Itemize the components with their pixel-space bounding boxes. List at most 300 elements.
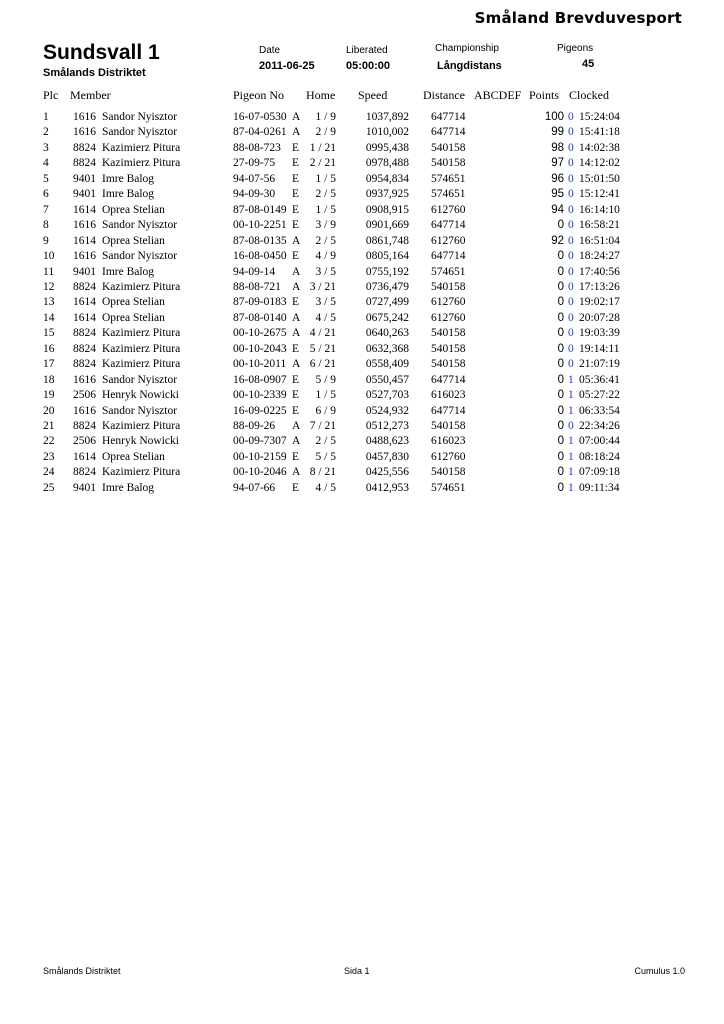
speed-value: 0524,932 — [365, 404, 409, 417]
member-name: Sandor Nyisztor — [102, 111, 178, 123]
pigeon-sex: E — [292, 342, 300, 355]
member-id: 1616 — [73, 250, 96, 263]
pigeon-number: 00-10-2339 — [233, 389, 287, 402]
distance-value: 647714 — [431, 219, 466, 232]
speed-value: 0727,499 — [365, 296, 409, 309]
table-row — [0, 250, 724, 265]
member-name: Imre Balog — [102, 481, 155, 494]
day-flag: 1 — [568, 450, 574, 463]
pigeon-sex: E — [292, 203, 300, 216]
distance-value: 574651 — [431, 265, 466, 278]
speed-value: 0412,953 — [365, 481, 409, 494]
home-rank: 4 / 9 — [315, 250, 336, 263]
points-value: 97 — [551, 157, 564, 170]
column-header-member: Member — [70, 88, 111, 102]
distance-value: 647714 — [431, 373, 466, 386]
column-header-pigeon-no: Pigeon No — [233, 88, 284, 102]
points-value: 0 — [557, 311, 564, 324]
brand-title: Småland Brevduvesport — [474, 9, 682, 27]
points-value: 96 — [551, 172, 564, 185]
pigeon-sex: A — [292, 265, 301, 278]
place: 14 — [43, 311, 55, 324]
member-id: 8824 — [73, 466, 96, 479]
pigeon-sex: E — [292, 481, 300, 494]
member-name: Oprea Stelian — [102, 296, 165, 309]
member-id: 8824 — [73, 358, 96, 371]
day-flag: 1 — [568, 466, 574, 479]
day-flag: 0 — [568, 250, 574, 263]
pigeon-number: 94-09-30 — [233, 188, 276, 201]
pigeon-number: 87-08-0140 — [233, 311, 287, 324]
member-id: 2506 — [73, 435, 96, 448]
table-row — [0, 343, 724, 358]
pigeon-sex: E — [292, 219, 300, 232]
table-row — [0, 405, 724, 420]
home-rank: 8 / 21 — [309, 466, 336, 479]
table-row — [0, 235, 724, 250]
day-flag: 0 — [568, 141, 574, 154]
pigeon-sex: E — [292, 373, 300, 386]
place: 23 — [43, 450, 55, 463]
column-header-home: Home — [306, 88, 336, 102]
column-header-speed: Speed — [358, 88, 388, 102]
table-row — [0, 281, 724, 296]
column-header-clocked: Clocked — [569, 88, 609, 102]
home-rank: 6 / 21 — [309, 358, 336, 371]
clocked-time: 20:07:28 — [579, 311, 620, 324]
member-id: 1614 — [73, 234, 96, 247]
speed-value: 0632,368 — [365, 342, 409, 355]
pigeons-label: Pigeons — [557, 43, 594, 54]
place: 6 — [43, 188, 49, 201]
pigeon-sex: A — [292, 420, 301, 432]
pigeon-number: 00-10-2251 — [233, 219, 287, 232]
pigeon-sex: E — [292, 389, 300, 402]
clocked-time: 16:51:04 — [579, 234, 620, 247]
day-flag: 0 — [568, 157, 574, 170]
place: 17 — [43, 358, 55, 371]
home-rank: 3 / 21 — [309, 280, 336, 293]
pigeon-number: 27-09-75 — [233, 157, 276, 170]
home-rank: 1 / 5 — [315, 389, 336, 402]
home-rank: 4 / 21 — [309, 327, 336, 340]
member-name: Oprea Stelian — [102, 450, 165, 463]
liberated-label: Liberated — [346, 45, 388, 56]
points-value: 95 — [551, 188, 564, 201]
home-rank: 3 / 5 — [315, 265, 336, 278]
day-flag: 0 — [568, 296, 574, 309]
column-header-distance: Distance — [423, 88, 465, 102]
distance-value: 612760 — [431, 234, 466, 247]
pigeon-sex: A — [292, 311, 301, 324]
place: 11 — [43, 265, 55, 278]
pigeon-number: 16-09-0225 — [233, 404, 287, 417]
member-name: Imre Balog — [102, 172, 155, 185]
pigeon-number: 87-08-0135 — [233, 234, 287, 247]
table-row — [0, 266, 724, 281]
table-row — [0, 173, 724, 188]
member-id: 2506 — [73, 389, 96, 402]
points-value: 0 — [557, 265, 564, 278]
day-flag: 0 — [568, 172, 574, 185]
member-id: 1614 — [73, 296, 96, 309]
speed-value: 0937,925 — [365, 188, 409, 201]
home-rank: 6 / 9 — [315, 404, 336, 417]
distance-value: 612760 — [431, 311, 466, 324]
day-flag: 0 — [568, 327, 574, 340]
speed-value: 0457,830 — [365, 450, 409, 463]
pigeon-number: 87-08-0149 — [233, 203, 287, 216]
day-flag: 0 — [568, 265, 574, 278]
distance-value: 647714 — [431, 404, 466, 417]
pigeon-number: 00-10-2675 — [233, 327, 287, 340]
points-value: 0 — [557, 342, 564, 355]
speed-value: 0908,915 — [365, 203, 409, 216]
date-value: 2011-06-25 — [259, 60, 315, 72]
speed-value: 0558,409 — [365, 358, 409, 371]
table-row — [0, 466, 724, 481]
member-name: Kazimierz Pitura — [102, 342, 181, 355]
pigeon-sex: A — [292, 280, 301, 293]
pigeon-number: 87-09-0183 — [233, 296, 287, 309]
day-flag: 0 — [568, 219, 574, 232]
place: 15 — [43, 327, 55, 340]
table-row — [0, 219, 724, 234]
distance-value: 647714 — [431, 111, 466, 123]
clocked-time: 21:07:19 — [579, 358, 620, 371]
member-id: 8824 — [73, 141, 96, 154]
place: 7 — [43, 203, 49, 216]
pigeon-sex: E — [292, 172, 300, 185]
pigeon-number: 87-04-0261 — [233, 126, 287, 139]
member-name: Kazimierz Pitura — [102, 141, 181, 154]
points-value: 0 — [557, 219, 564, 232]
speed-value: 0512,273 — [365, 420, 409, 432]
place: 25 — [43, 481, 55, 494]
member-name: Oprea Stelian — [102, 203, 165, 216]
member-id: 8824 — [73, 327, 96, 340]
member-name: Oprea Stelian — [102, 311, 165, 324]
member-id: 1616 — [73, 219, 96, 232]
home-rank: 1 / 9 — [315, 111, 336, 123]
pigeon-sex: E — [292, 250, 300, 263]
table-row — [0, 312, 724, 327]
clocked-time: 16:58:21 — [579, 219, 620, 232]
speed-value: 0861,748 — [365, 234, 409, 247]
points-value: 92 — [551, 234, 564, 247]
column-header-points: Points — [529, 88, 560, 102]
clocked-time: 14:12:02 — [579, 157, 620, 170]
points-value: 0 — [557, 481, 564, 494]
member-id: 8824 — [73, 420, 96, 432]
distance-value: 540158 — [431, 141, 466, 154]
distance-value: 616023 — [431, 435, 466, 448]
pigeon-sex: A — [292, 466, 301, 479]
day-flag: 0 — [568, 126, 574, 139]
liberated-value: 05:00:00 — [346, 60, 391, 72]
distance-value: 612760 — [431, 203, 466, 216]
speed-value: 0901,669 — [365, 219, 409, 232]
footer-version: Cumulus 1.0 — [634, 966, 685, 976]
member-name: Imre Balog — [102, 265, 155, 278]
place: 24 — [43, 466, 55, 479]
place: 12 — [43, 280, 55, 293]
pigeon-number: 88-08-721 — [233, 280, 281, 293]
championship-value: Långdistans — [437, 60, 502, 72]
distance-value: 540158 — [431, 466, 466, 479]
home-rank: 7 / 21 — [309, 420, 336, 432]
pigeon-number: 16-08-0907 — [233, 373, 287, 386]
clocked-time: 06:33:54 — [579, 404, 620, 417]
speed-value: 0954,834 — [365, 172, 409, 185]
points-value: 100 — [544, 111, 564, 123]
pigeon-sex: E — [292, 141, 300, 154]
member-name: Kazimierz Pitura — [102, 327, 181, 340]
place: 13 — [43, 296, 55, 309]
home-rank: 1 / 5 — [315, 203, 336, 216]
clocked-time: 09:11:34 — [579, 481, 620, 494]
clocked-time: 18:24:27 — [579, 250, 620, 263]
column-header-abcdef: ABCDEF — [474, 88, 522, 102]
table-row — [0, 188, 724, 203]
member-name: Henryk Nowicki — [102, 389, 179, 402]
pigeon-number: 88-08-723 — [233, 141, 281, 154]
district-name: Smålands Distriktet — [43, 67, 146, 79]
pigeon-sex: E — [292, 157, 300, 170]
home-rank: 3 / 5 — [315, 296, 336, 309]
clocked-time: 05:27:22 — [579, 389, 620, 402]
table-row — [0, 327, 724, 342]
points-value: 0 — [557, 327, 564, 340]
points-value: 0 — [557, 404, 564, 417]
clocked-time: 07:00:44 — [579, 435, 620, 448]
day-flag: 0 — [568, 188, 574, 201]
pigeon-sex: E — [292, 450, 300, 463]
distance-value: 612760 — [431, 296, 466, 309]
table-row — [0, 126, 724, 141]
clocked-time: 19:02:17 — [579, 296, 620, 309]
day-flag: 1 — [568, 435, 574, 448]
member-name: Imre Balog — [102, 188, 155, 201]
clocked-time: 19:14:11 — [579, 342, 620, 355]
pigeon-number: 94-07-56 — [233, 172, 276, 185]
day-flag: 0 — [568, 111, 574, 123]
distance-value: 574651 — [431, 188, 466, 201]
points-value: 0 — [557, 420, 564, 432]
day-flag: 1 — [568, 404, 574, 417]
points-value: 0 — [557, 450, 564, 463]
member-name: Sandor Nyisztor — [102, 219, 178, 232]
speed-value: 0640,263 — [365, 327, 409, 340]
distance-value: 540158 — [431, 327, 466, 340]
speed-value: 1010,002 — [365, 126, 409, 139]
home-rank: 1 / 21 — [309, 141, 336, 154]
day-flag: 0 — [568, 234, 574, 247]
day-flag: 0 — [568, 203, 574, 216]
clocked-time: 15:12:41 — [579, 188, 620, 201]
table-row — [0, 296, 724, 311]
pigeon-sex: E — [292, 188, 300, 201]
member-id: 9401 — [73, 188, 96, 201]
table-row — [0, 374, 724, 389]
member-name: Kazimierz Pitura — [102, 280, 181, 293]
place: 2 — [43, 126, 49, 139]
speed-value: 0425,556 — [365, 466, 409, 479]
pigeon-sex: E — [292, 296, 300, 309]
place: 18 — [43, 373, 55, 386]
pigeon-number: 94-07-66 — [233, 481, 276, 494]
place: 4 — [43, 157, 49, 170]
member-id: 8824 — [73, 280, 96, 293]
home-rank: 2 / 9 — [315, 126, 336, 139]
member-name: Sandor Nyisztor — [102, 404, 178, 417]
day-flag: 0 — [568, 358, 574, 371]
distance-value: 574651 — [431, 172, 466, 185]
pigeon-number: 00-10-2011 — [233, 358, 287, 371]
race-title: Sundsvall 1 — [43, 41, 160, 64]
distance-value: 647714 — [431, 126, 466, 139]
speed-value: 0736,479 — [365, 280, 409, 293]
member-id: 8824 — [73, 157, 96, 170]
place: 8 — [43, 219, 49, 232]
home-rank: 5 / 9 — [315, 373, 336, 386]
points-value: 98 — [551, 141, 564, 154]
pigeon-number: 16-08-0450 — [233, 250, 287, 263]
day-flag: 0 — [568, 342, 574, 355]
distance-value: 540158 — [431, 358, 466, 371]
speed-value: 0805,164 — [365, 250, 409, 263]
distance-value: 647714 — [431, 250, 466, 263]
championship-label: Championship — [435, 43, 499, 54]
home-rank: 5 / 21 — [309, 342, 336, 355]
points-value: 0 — [557, 296, 564, 309]
place: 19 — [43, 389, 55, 402]
member-id: 1614 — [73, 311, 96, 324]
pigeon-number: 88-09-26 — [233, 420, 276, 432]
points-value: 94 — [551, 203, 564, 216]
clocked-time: 15:24:04 — [579, 111, 620, 123]
home-rank: 5 / 5 — [315, 450, 336, 463]
footer-page-number: Sida 1 — [344, 966, 370, 976]
day-flag: 1 — [568, 481, 574, 494]
member-id: 9401 — [73, 481, 96, 494]
table-row — [0, 435, 724, 450]
speed-value: 0755,192 — [365, 265, 409, 278]
member-id: 1616 — [73, 373, 96, 386]
member-name: Sandor Nyisztor — [102, 250, 178, 263]
pigeon-sex: A — [292, 234, 301, 247]
member-id: 9401 — [73, 265, 96, 278]
speed-value: 0550,457 — [365, 373, 409, 386]
place: 22 — [43, 435, 55, 448]
points-value: 0 — [557, 389, 564, 402]
member-name: Kazimierz Pitura — [102, 420, 181, 432]
day-flag: 1 — [568, 373, 574, 386]
clocked-time: 07:09:18 — [579, 466, 620, 479]
pigeon-number: 16-07-0530 — [233, 111, 287, 123]
place: 5 — [43, 172, 49, 185]
member-id: 1616 — [73, 111, 96, 123]
pigeon-sex: A — [292, 126, 301, 139]
day-flag: 0 — [568, 311, 574, 324]
place: 9 — [43, 234, 49, 247]
distance-value: 540158 — [431, 420, 466, 432]
clocked-time: 19:03:39 — [579, 327, 620, 340]
member-id: 1614 — [73, 450, 96, 463]
pigeon-sex: A — [292, 435, 301, 448]
speed-value: 0527,703 — [365, 389, 409, 402]
date-label: Date — [259, 45, 281, 56]
speed-value: 0488,623 — [365, 435, 409, 448]
clocked-time: 08:18:24 — [579, 450, 620, 463]
table-row — [0, 204, 724, 219]
points-value: 99 — [551, 126, 564, 139]
member-name: Oprea Stelian — [102, 234, 165, 247]
distance-value: 574651 — [431, 481, 466, 494]
member-id: 9401 — [73, 172, 96, 185]
points-value: 0 — [557, 358, 564, 371]
speed-value: 1037,892 — [365, 111, 409, 123]
day-flag: 1 — [568, 389, 574, 402]
pigeon-sex: A — [292, 111, 301, 123]
clocked-time: 22:34:26 — [579, 420, 620, 432]
member-name: Sandor Nyisztor — [102, 126, 178, 139]
home-rank: 2 / 5 — [315, 435, 336, 448]
member-id: 8824 — [73, 342, 96, 355]
column-header-plc: Plc — [43, 88, 59, 102]
speed-value: 0675,242 — [365, 311, 409, 324]
home-rank: 2 / 21 — [309, 157, 336, 170]
points-value: 0 — [557, 280, 564, 293]
place: 1 — [43, 111, 49, 123]
day-flag: 0 — [568, 280, 574, 293]
pigeon-number: 00-09-7307 — [233, 435, 287, 448]
pigeon-sex: A — [292, 358, 301, 371]
place: 16 — [43, 342, 55, 355]
table-row — [0, 482, 724, 497]
clocked-time: 16:14:10 — [579, 203, 620, 216]
pigeon-number: 94-09-14 — [233, 265, 276, 278]
table-row — [0, 358, 724, 373]
place: 3 — [43, 141, 49, 154]
distance-value: 540158 — [431, 280, 466, 293]
member-id: 1614 — [73, 203, 96, 216]
speed-value: 0995,438 — [365, 141, 409, 154]
speed-value: 0978,488 — [365, 157, 409, 170]
table-row — [0, 157, 724, 172]
clocked-time: 17:40:56 — [579, 265, 620, 278]
clocked-time: 17:13:26 — [579, 280, 620, 293]
table-row — [0, 451, 724, 466]
points-value: 0 — [557, 373, 564, 386]
place: 10 — [43, 250, 55, 263]
table-row — [0, 389, 724, 404]
member-name: Henryk Nowicki — [102, 435, 179, 448]
home-rank: 2 / 5 — [315, 234, 336, 247]
home-rank: 4 / 5 — [315, 311, 336, 324]
table-row — [0, 420, 724, 435]
distance-value: 612760 — [431, 450, 466, 463]
place: 21 — [43, 420, 55, 432]
member-name: Kazimierz Pitura — [102, 157, 181, 170]
home-rank: 1 / 5 — [315, 172, 336, 185]
distance-value: 540158 — [431, 342, 466, 355]
home-rank: 2 / 5 — [315, 188, 336, 201]
distance-value: 616023 — [431, 389, 466, 402]
points-value: 0 — [557, 250, 564, 263]
pigeon-sex: E — [292, 404, 300, 417]
distance-value: 540158 — [431, 157, 466, 170]
